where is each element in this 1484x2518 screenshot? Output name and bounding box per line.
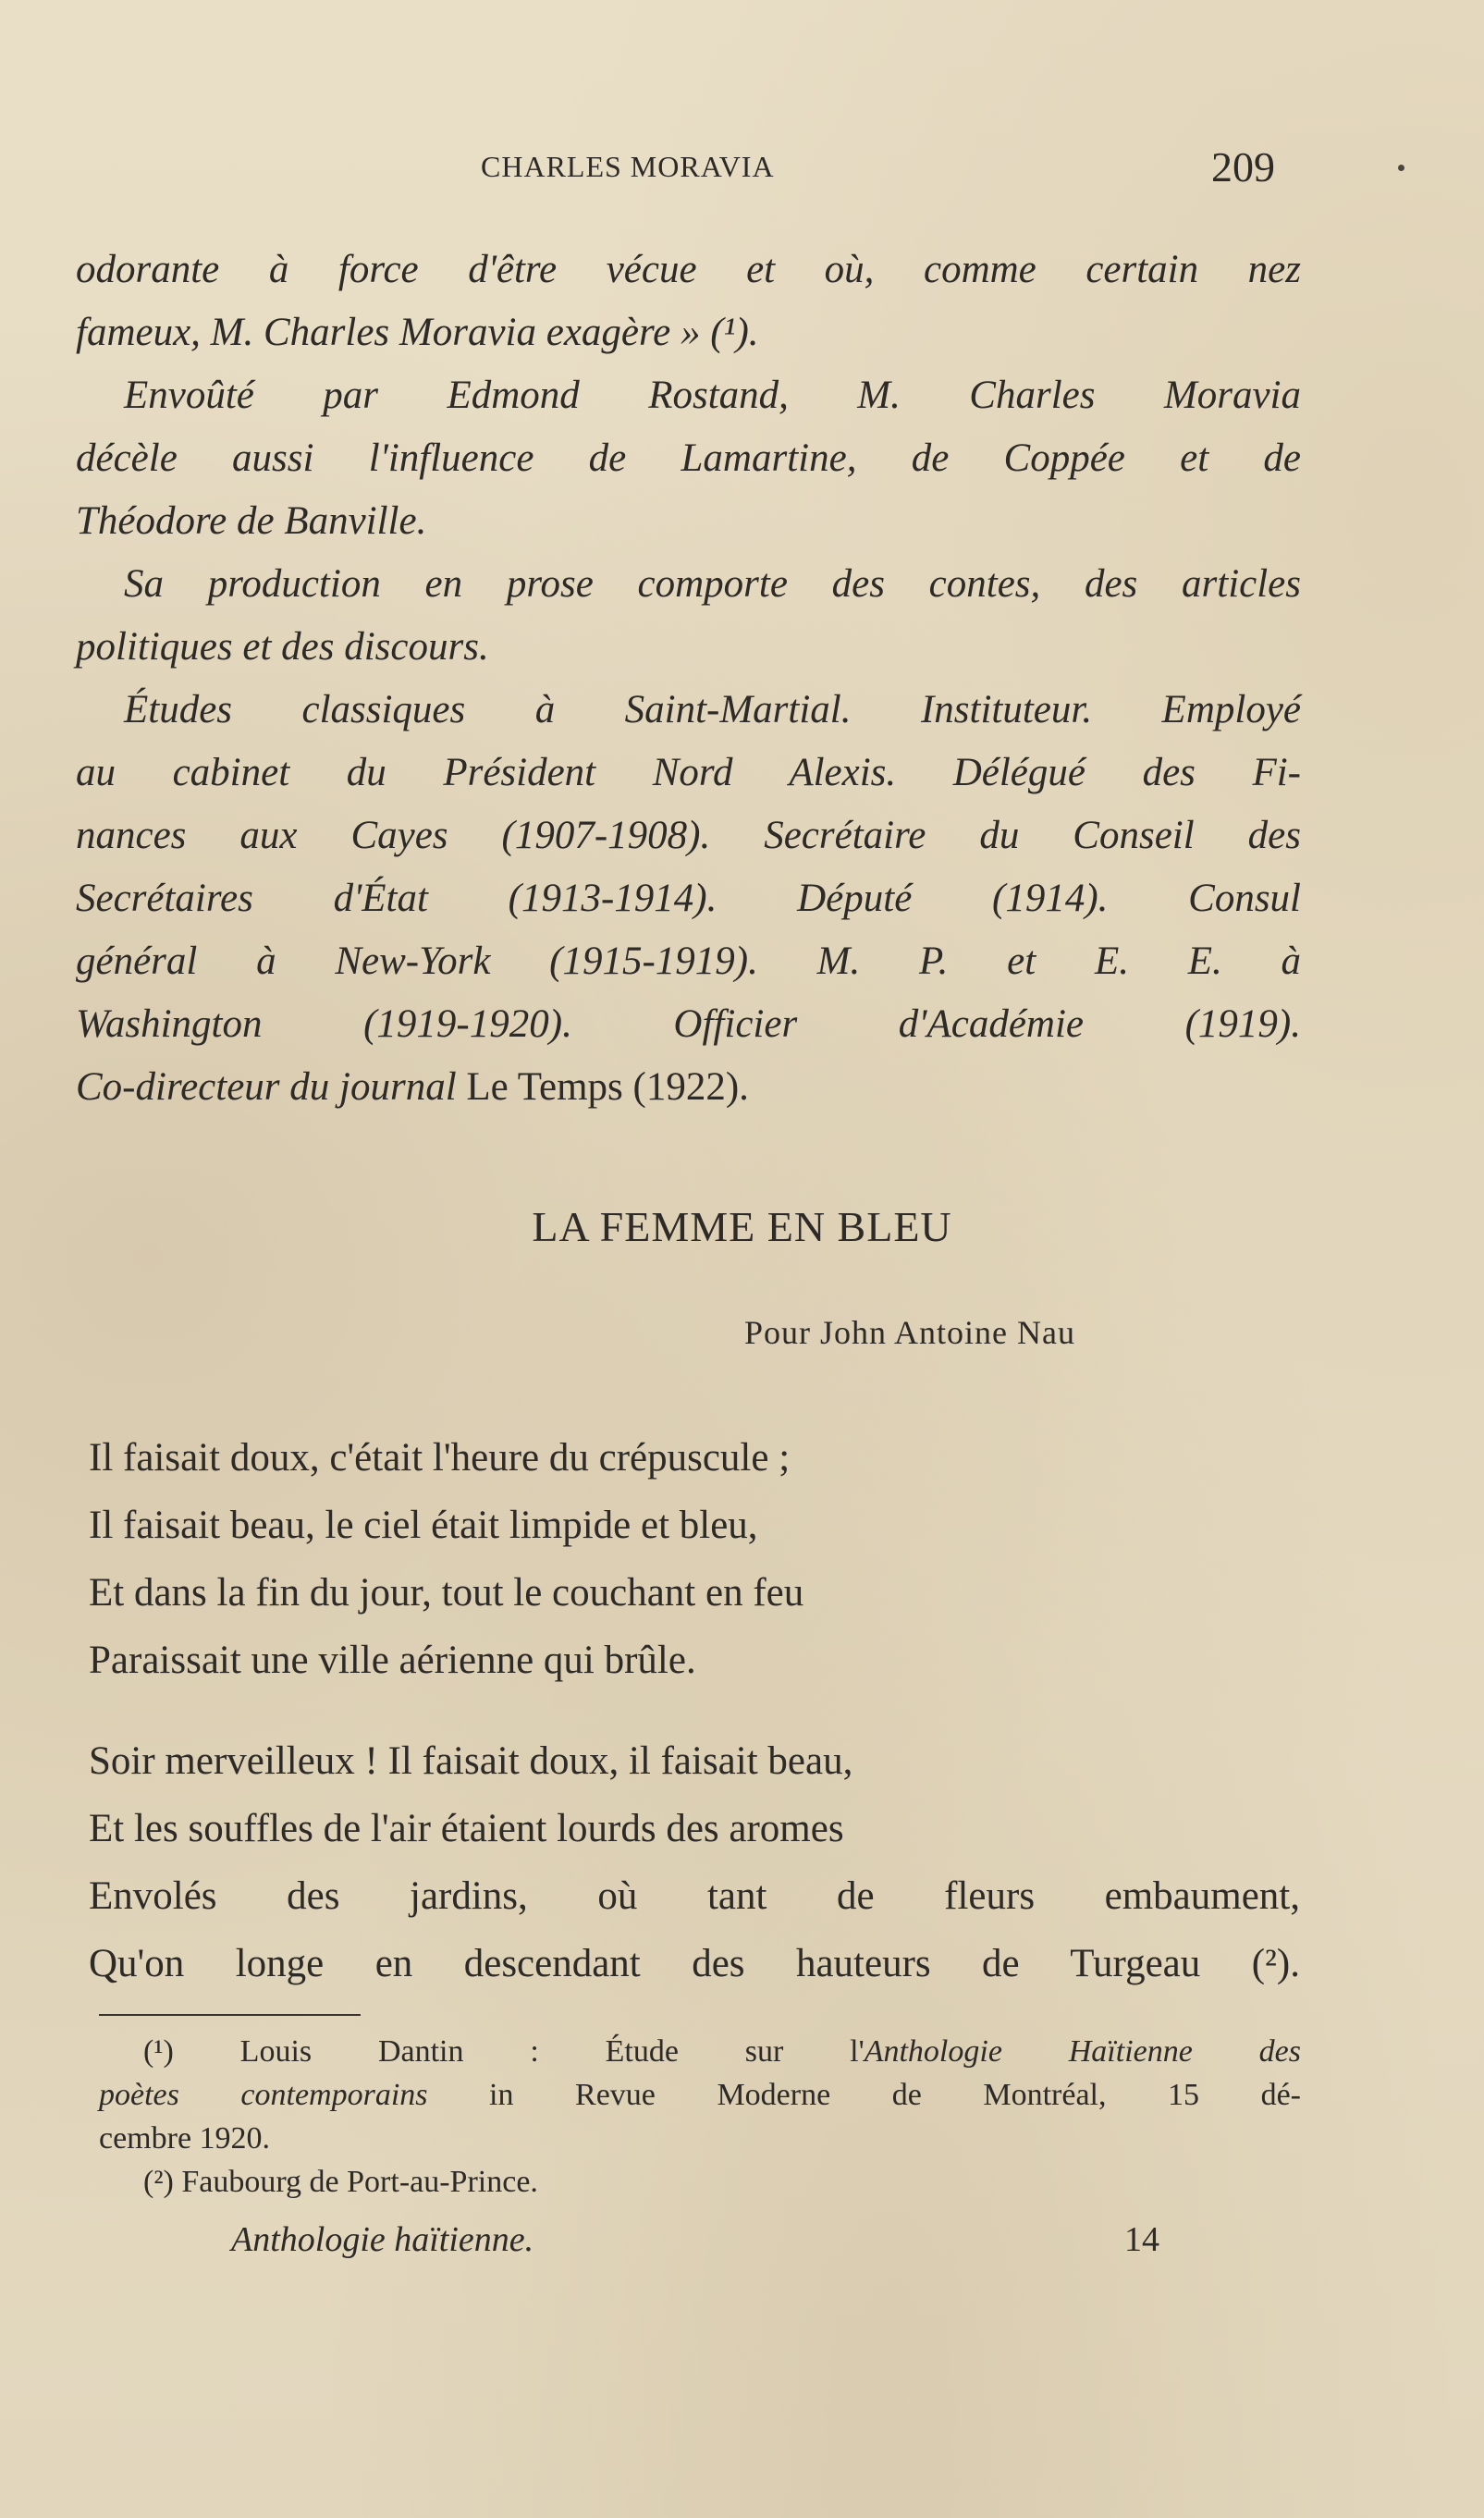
poem-verse: Il faisait beau, le ciel était limpide et bleu, bbox=[89, 1504, 758, 1547]
page-number: 209 bbox=[1211, 143, 1275, 190]
footnote-1-line bbox=[99, 2073, 1301, 2117]
footnote-1-text: (¹) Louis Dantin : Étude sur l' bbox=[143, 2034, 865, 2069]
poem-verse: Envolés des jardins, où tant de fleurs embaument, bbox=[89, 1874, 1300, 1918]
signature-number: 14 bbox=[1124, 2220, 1159, 2259]
body-line: Sa production en prose comporte des contes, des articles bbox=[124, 562, 1301, 606]
page-header bbox=[0, 141, 1484, 196]
footnote-rule bbox=[99, 2014, 361, 2016]
poem-dedication: Pour John Antoine Nau bbox=[744, 1314, 1075, 1351]
body-line: nances aux Cayes (1907-1908). Secrétaire du Conseil des bbox=[76, 814, 1301, 857]
journal-title-upright: Le Temps (1922). bbox=[466, 1065, 749, 1109]
body-line: Théodore de Banville. bbox=[76, 499, 427, 543]
footnote-1-text: in Revue Moderne de Montréal, 15 dé- bbox=[427, 2078, 1301, 2112]
poem-verse: Et les souffles de l'air étaient lourds des aromes bbox=[89, 1807, 844, 1850]
poem-title: LA FEMME EN BLEU bbox=[532, 1203, 952, 1250]
body-line: au cabinet du Président Nord Alexis. Délégué des Fi- bbox=[76, 751, 1301, 794]
running-title: CHARLES MORAVIA bbox=[481, 150, 775, 183]
body-line: odorante à force d'être vécue et où, comme certain nez bbox=[76, 248, 1301, 291]
poem-stanza-2 bbox=[89, 1727, 1300, 1997]
body-line: fameux, M. Charles Moravia exagère » (¹). bbox=[76, 311, 759, 354]
body-line: décèle aussi l'influence de Lamartine, de Coppée et de bbox=[76, 436, 1301, 480]
footnote-1-italic: poètes contemporains bbox=[99, 2078, 428, 2112]
poem-verse: Qu'on longe en descendant des hauteurs de Turgeau (²). bbox=[89, 1942, 1300, 1985]
ink-dot bbox=[1398, 165, 1404, 171]
footnotes bbox=[99, 2030, 1301, 2204]
body-line: Études classiques à Saint-Martial. Instituteur. Employé bbox=[124, 688, 1301, 731]
body-line: Washington (1919-1920). Officier d'Académie (1919). bbox=[76, 1002, 1301, 1046]
body-line: Secrétaires d'État (1913-1914). Député (1914). Consul bbox=[76, 877, 1301, 920]
poem-verse: Et dans la fin du jour, tout le couchant en feu bbox=[89, 1571, 804, 1615]
poem-verse: Paraissait une ville aérienne qui brûle. bbox=[89, 1639, 696, 1682]
footnote-1-line: cembre 1920. bbox=[99, 2121, 271, 2156]
poem-verse: Il faisait doux, c'était l'heure du crépuscule ; bbox=[89, 1436, 791, 1480]
body-text bbox=[76, 239, 1301, 1119]
body-line-italic-part: Co-directeur du journal bbox=[76, 1065, 467, 1109]
footnote-2: (²) Faubourg de Port-au-Prince. bbox=[143, 2165, 538, 2199]
body-line: Envoûté par Edmond Rostand, M. Charles Moravia bbox=[124, 374, 1301, 417]
body-line: général à New-York (1915-1919). M. P. et E. E. à bbox=[76, 940, 1301, 983]
body-line: politiques et des discours. bbox=[76, 625, 489, 669]
body-line-last bbox=[76, 1056, 1301, 1119]
footnote-1-italic: Anthologie Haïtienne des bbox=[864, 2034, 1301, 2069]
footnote-1-line bbox=[99, 2030, 1301, 2073]
poem-verse: Soir merveilleux ! Il faisait doux, il faisait beau, bbox=[89, 1739, 853, 1783]
poem-stanza-1 bbox=[89, 1424, 1300, 1694]
signature-mark: Anthologie haïtienne. bbox=[231, 2220, 534, 2259]
